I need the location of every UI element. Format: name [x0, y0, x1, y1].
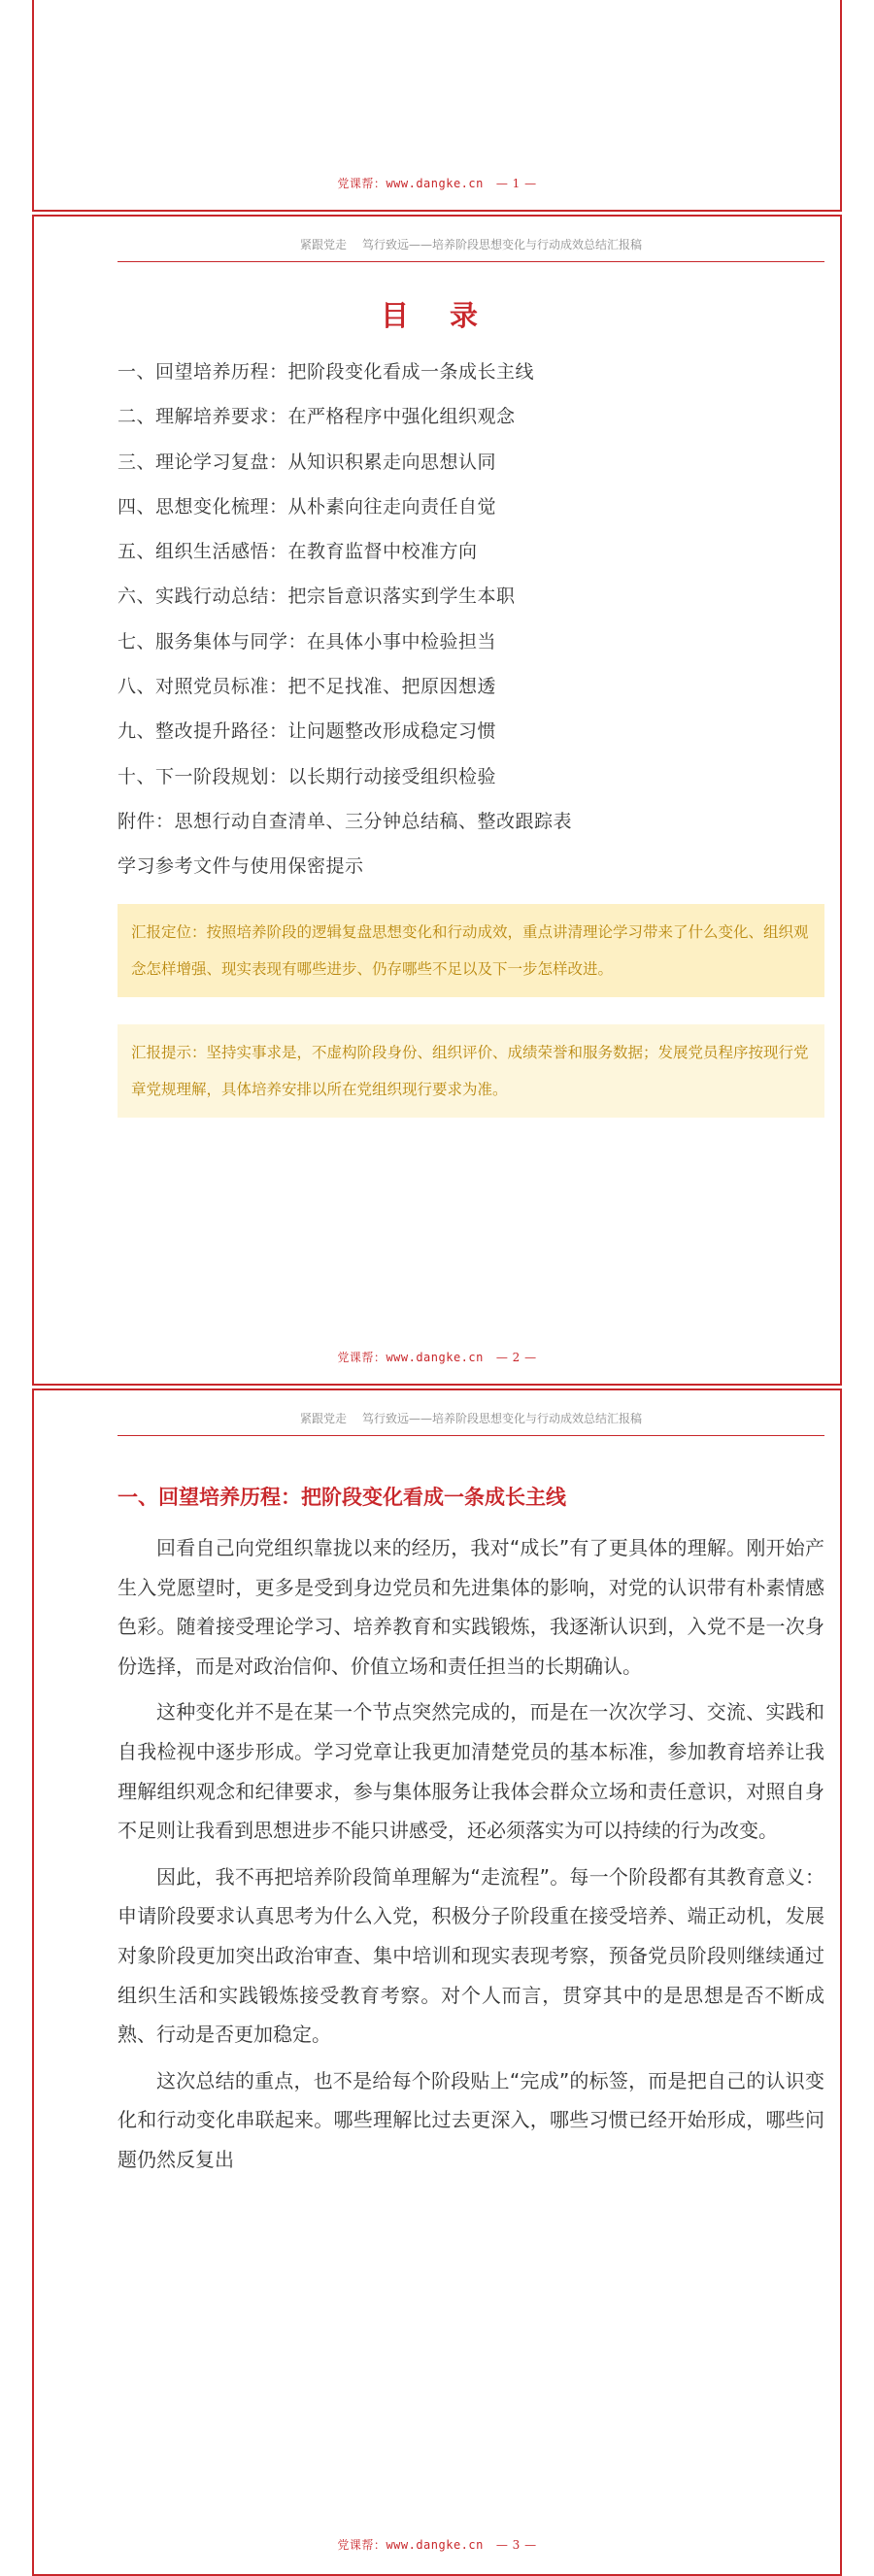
footer-site: www.dangke.cn — [386, 2538, 484, 2552]
paragraph: 回看自己向党组织靠拢以来的经历，我对“成长”有了更具体的理解。刚开始产生入党愿望时，更多是受到身边党员和先进集体的影响，对党的认识带有朴素情感色彩。随着接受理论学习、培养教育和实践锻炼，我逐渐认识到，入党不是一次身份选择，而是对政治信仰、价值立场和责任担当的长期确认。 — [118, 1536, 824, 1678]
toc-item[interactable]: 七、服务集体与同学：在具体小事中检验担当 — [118, 630, 497, 652]
toc-item[interactable]: 三、理论学习复盘：从知识积累走向思想认同 — [118, 451, 497, 473]
report-tips-notice: 汇报提示：坚持实事求是，不虚构阶段身份、组织评价、成绩荣誉和服务数据；发展党员程序按现行党章党规理解，具体培养安排以所在党组织现行要求为准。 — [118, 1024, 824, 1118]
page-footer — [34, 2536, 840, 2553]
toc-item[interactable]: 六、实践行动总结：把宗旨意识落实到学生本职 — [118, 585, 516, 608]
page-number: — 2 — — [495, 1351, 537, 1364]
header-left: 紧跟党走 — [299, 1412, 347, 1425]
toc-item[interactable]: 五、组织生活感悟：在教育监督中校准方向 — [118, 541, 478, 563]
page-number: — 1 — — [495, 177, 537, 190]
page-2 — [32, 215, 842, 1386]
page-footer — [34, 175, 840, 191]
section-title: 一、回望培养历程：把阶段变化看成一条成长主线 — [118, 1486, 566, 1509]
toc-title: 目 录 — [380, 299, 494, 332]
footer-site: www.dangke.cn — [386, 1351, 484, 1364]
section-body — [118, 1528, 824, 2187]
paragraph: 因此，我不再把培养阶段简单理解为“走流程”。每一个阶段都有其教育意义：申请阶段要求认真思考为什么入党，积极分子阶段重在接受培养、端正动机，发展对象阶段更加突出政治审查、集中培训和现实表现考察，预备党员阶段则继续通过组织生活和实践锻炼接受教育考察。对个人而言，贯穿其中的是思想是否不断成熟、行动是否更加稳定。 — [118, 1864, 824, 2047]
report-positioning-notice: 汇报定位：按照培养阶段的逻辑复盘思想变化和行动成效，重点讲清理论学习带来了什么变化、组织观念怎样增强、现实表现有哪些进步、仍存哪些不足以及下一步怎样改进。 — [118, 904, 824, 997]
footer-label: 党课帮： — [337, 1351, 387, 1364]
header-right: 笃行致远——培养阶段思想变化与行动成效总结汇报稿 — [362, 238, 643, 251]
toc-list — [118, 361, 797, 901]
page-1 — [32, 0, 842, 212]
page-header — [118, 236, 824, 262]
header-left: 紧跟党走 — [299, 238, 347, 251]
toc-item[interactable]: 学习参考文件与使用保密提示 — [118, 855, 364, 878]
toc-item[interactable]: 二、理解培养要求：在严格程序中强化组织观念 — [118, 406, 516, 428]
footer-label: 党课帮： — [337, 2538, 387, 2552]
toc-item[interactable]: 九、整改提升路径：让问题整改形成稳定习惯 — [118, 720, 497, 743]
header-right: 笃行致远——培养阶段思想变化与行动成效总结汇报稿 — [362, 1412, 643, 1425]
footer-label: 党课帮： — [337, 177, 387, 190]
toc-item[interactable]: 一、回望培养历程：把阶段变化看成一条成长主线 — [118, 361, 535, 383]
toc-item[interactable]: 四、思想变化梳理：从朴素向往走向责任自觉 — [118, 495, 497, 518]
footer-site: www.dangke.cn — [386, 177, 484, 190]
page-header — [118, 1410, 824, 1436]
paragraph: 这次总结的重点，也不是给每个阶段贴上“完成”的标签，而是把自己的认识变化和行动变化串联起来。哪些理解比过去更深入，哪些习惯已经开始形成，哪些问题仍然反复出 — [118, 2068, 824, 2171]
page-footer — [34, 1349, 840, 1365]
paragraph: 这种变化并不是在某一个节点突然完成的，而是在一次次学习、交流、实践和自我检视中逐步形成。学习党章让我更加清楚党员的基本标准，参加教育培养让我理解组织观念和纪律要求，参与集体服务让我体会群众立场和责任意识，对照自身不足则让我看到思想进步不能只讲感受，还必须落实为可以持续的行为改变。 — [118, 1700, 824, 1843]
toc-item[interactable]: 十、下一阶段规划：以长期行动接受组织检验 — [118, 765, 497, 787]
page-number: — 3 — — [495, 2538, 537, 2552]
toc-item[interactable]: 八、对照党员标准：把不足找准、把原因想透 — [118, 676, 497, 698]
page-3 — [32, 1388, 842, 2576]
toc-item[interactable]: 附件：思想行动自查清单、三分钟总结稿、整改跟踪表 — [118, 810, 573, 832]
